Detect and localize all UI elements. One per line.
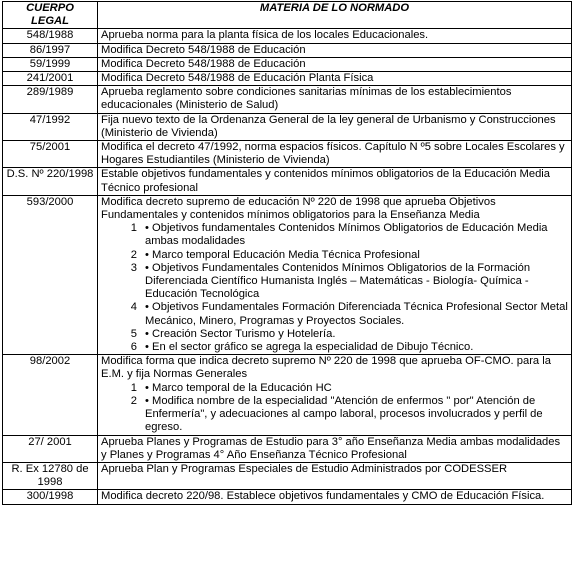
materia-cell [98,86,572,113]
cuerpo-legal-cell: 548/1988 [3,29,98,43]
materia-text: Modifica Decreto 548/1988 de Educación [101,57,306,70]
materia-cell [98,72,572,86]
table-row [3,490,572,504]
sub-item-number: 3 [130,261,137,274]
materia-text: Aprueba Plan y Programas Especiales de Estudio Administrados por CODESSER [101,462,508,475]
table-row [3,462,572,489]
materia-cell [98,57,572,71]
materia-cell [98,29,572,43]
materia-cell [98,141,572,168]
legal-norms-table [2,1,572,505]
cuerpo-legal-cell: 59/1999 [3,57,98,71]
materia-text: Modifica Decreto 548/1988 de Educación [101,43,306,56]
table-row [3,141,572,168]
materia-cell [98,43,572,57]
materia-text: Modifica decreto 220/98. Establece objetivos fundamentales y CMO de Educación Física. [101,490,545,503]
materia-cell [98,490,572,504]
table-row [3,57,572,71]
sub-item-number: 1 [130,222,137,235]
materia-text: Modifica el decreto 47/1992, norma espacios físicos. Capítulo N º5 sobre Locales Escolares y Hogares Estudiantiles (Ministerio de Vivienda) [101,141,565,167]
cuerpo-legal-cell: 75/2001 [3,141,98,168]
materia-text: Aprueba reglamento sobre condiciones sanitarias mínimas de los establecimientos educacionales (Ministerio de Salud) [101,86,512,112]
table-row [3,113,572,140]
materia-cell [98,195,572,354]
sub-item-number: 5 [130,327,137,340]
materia-cell [98,462,572,489]
table-row [3,195,572,354]
materia-text: Fija nuevo texto de la Ordenanza General de la ley general de Urbanismo y Construcciones (Ministerio de Vivienda) [101,113,556,139]
materia-sub-item [101,262,568,302]
materia-cell [98,435,572,462]
cuerpo-legal-cell: 289/1989 [3,86,98,113]
header-cuerpo-legal: CUERPO LEGAL [3,2,98,29]
cuerpo-legal-cell: 593/2000 [3,195,98,354]
materia-text: Modifica Decreto 548/1988 de Educación Planta Física [101,72,374,85]
cuerpo-legal-cell: 86/1997 [3,43,98,57]
sub-item-text: • Creación Sector Turismo y Hotelería. [145,327,336,340]
materia-text: Aprueba norma para la planta física de los locales Educacionales. [101,29,429,42]
header-materia: MATERIA DE LO NORMADO [98,2,572,29]
materia-text: Aprueba Planes y Programas de Estudio para 3° año Enseñanza Media ambas modalidades y Planes y Programas 4° Año Enseñanza Técnico Profesional [101,435,561,461]
table-row [3,355,572,435]
materia-text: Estable objetivos fundamentales y contenidos mínimos obligatorios de la Educación Media Técnico profesional [101,168,551,194]
materia-text: Modifica forma que indica decreto supremo Nº 220 de 1998 que aprueba OF-CMO. para la E.M. y fija Normas Generales [101,355,551,381]
sub-item-text: • En el sector gráfico se agrega la especialidad de Dibujo Técnico. [145,341,474,354]
materia-sub-item [101,301,568,327]
cuerpo-legal-cell: D.S. Nº 220/1998 [3,168,98,195]
materia-text: Modifica decreto supremo de educación Nº 220 de 1998 que aprueba Objetivos Fundamentales y contenidos mínimos obligatorios para la Enseñanza Media [101,195,496,222]
sub-item-text: • Objetivos Fundamentales Contenidos Mínimos Obligatorios de la Formación Diferenciada Científico Humanista Inglés – Matemáticas - Biología- Química - Educación Tecnológica [145,261,531,301]
table-row [3,435,572,462]
cuerpo-legal-cell: 98/2002 [3,355,98,435]
materia-sub-item [101,249,568,262]
sub-item-number: 1 [130,381,137,394]
sub-item-text: • Objetivos Fundamentales Formación Diferenciada Técnica Profesional Sector Metal Mecánico, Minero, Programas y Proyectos Sociales. [145,301,568,327]
table-row [3,43,572,57]
table-row [3,168,572,195]
cuerpo-legal-cell: 300/1998 [3,490,98,504]
table-row [3,29,572,43]
cuerpo-legal-cell: R. Ex 12780 de 1998 [3,462,98,489]
cuerpo-legal-cell: 241/2001 [3,72,98,86]
sub-item-text: • Modifica nombre de la especialidad "Atención de enfermos " por" Atención de Enfermería", y adecuaciones al campo laboral, procesos involucrados y perfil de egreso. [145,394,543,434]
materia-cell [98,355,572,435]
table-row [3,72,572,86]
sub-item-text: • Objetivos fundamentales Contenidos Mínimos Obligatorios de Educación Media ambas modalidades [145,222,548,248]
materia-cell [98,168,572,195]
sub-item-number: 6 [130,341,137,354]
sub-item-number: 2 [130,394,137,407]
table-row [3,86,572,113]
materia-sub-item [101,382,568,395]
materia-sub-item [101,222,568,248]
sub-item-text: • Marco temporal Educación Media Técnica Profesional [145,248,420,261]
cuerpo-legal-cell: 47/1992 [3,113,98,140]
materia-sub-item [101,341,568,354]
sub-item-number: 2 [130,248,137,261]
sub-item-text: • Marco temporal de la Educación HC [145,381,332,394]
sub-item-number: 4 [130,301,137,314]
materia-sub-item [101,395,568,435]
materia-sub-item [101,328,568,341]
table-body [3,29,572,504]
cuerpo-legal-cell: 27/ 2001 [3,435,98,462]
materia-cell [98,113,572,140]
table-header-row [3,2,572,29]
